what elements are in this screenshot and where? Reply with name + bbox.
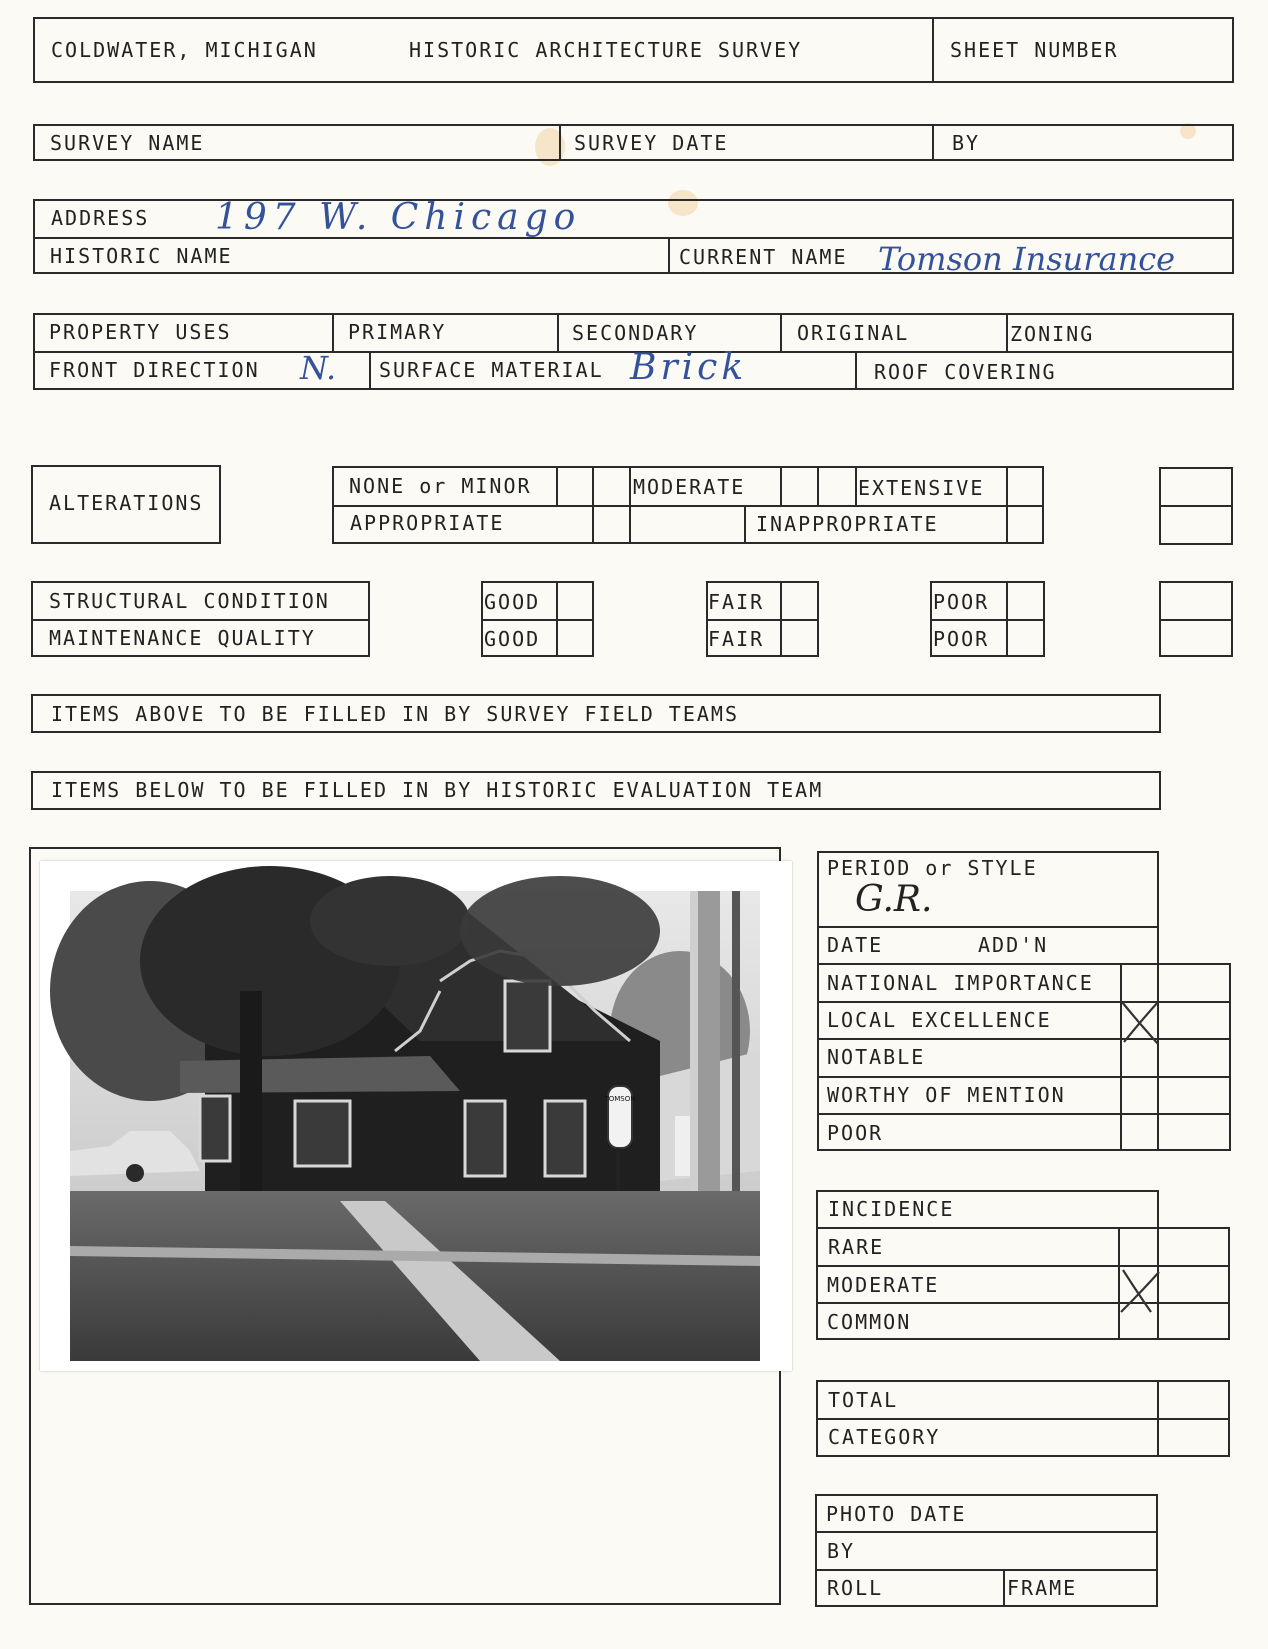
zoning-label: ZONING [1010, 322, 1095, 346]
roof-covering-label: ROOF COVERING [874, 360, 1057, 384]
historic-name-label: HISTORIC NAME [50, 244, 233, 268]
rating-worthy-of-mention: WORTHY OF MENTION [827, 1083, 1066, 1107]
divider [31, 619, 370, 621]
roll-label: ROLL [827, 1576, 884, 1600]
divider [855, 351, 857, 390]
photo-sign-text: TOMSON [604, 1095, 636, 1103]
alteration-none-or-minor: NONE or MINOR [349, 474, 532, 498]
divider [369, 351, 371, 390]
property-uses-label: PROPERTY USES [49, 320, 232, 344]
rating-national-importance: NATIONAL IMPORTANCE [827, 971, 1094, 995]
rating-check-mark [1120, 996, 1162, 1048]
divider [817, 963, 1231, 965]
divider [592, 466, 594, 544]
structural-condition-label: STRUCTURAL CONDITION [49, 589, 330, 613]
divider [744, 505, 746, 544]
rating-local-excellence: LOCAL EXCELLENCE [827, 1008, 1052, 1032]
alterations-label: ALTERATIONS [49, 491, 204, 515]
structural-poor: POOR [933, 590, 990, 614]
category-label: CATEGORY [828, 1425, 941, 1449]
divider [481, 619, 594, 621]
photo-by-label: BY [827, 1539, 856, 1563]
divider [855, 466, 857, 505]
divider [332, 313, 334, 351]
incidence-check-mark [1115, 1266, 1165, 1318]
front-direction-label: FRONT DIRECTION [49, 358, 260, 382]
alteration-extensive: EXTENSIVE [858, 476, 985, 500]
primary-label: PRIMARY [348, 320, 447, 344]
divider [559, 124, 561, 161]
divider [817, 1038, 1231, 1040]
divider [816, 1418, 1230, 1420]
house-photo [40, 861, 792, 1371]
divider [1006, 313, 1008, 351]
divider [817, 1113, 1231, 1115]
divider [817, 466, 819, 505]
maintenance-good: GOOD [484, 627, 541, 651]
current-name-label: CURRENT NAME [679, 245, 848, 269]
divider [1006, 581, 1008, 657]
structural-fair: FAIR [708, 590, 765, 614]
divider [1159, 505, 1233, 507]
rating-check-column [1120, 963, 1231, 1151]
divider [815, 1531, 1158, 1533]
incidence-rare: RARE [828, 1235, 885, 1259]
form-title: HISTORIC ARCHITECTURE SURVEY [409, 38, 803, 62]
divider [1157, 1380, 1159, 1457]
notice-below: ITEMS BELOW TO BE FILLED IN BY HISTORIC EVALUATION TEAM [51, 778, 824, 802]
date-label: DATE [827, 933, 884, 957]
front-direction-value: N. [300, 349, 337, 387]
frame-label: FRAME [1007, 1576, 1078, 1600]
survey-date-label: SURVEY DATE [574, 131, 729, 155]
divider [332, 505, 1044, 507]
divider [816, 1227, 1230, 1229]
address-value: 197 W. Chicago [215, 197, 582, 238]
original-label: ORIGINAL [797, 321, 910, 345]
incidence-common: COMMON [827, 1310, 912, 1334]
maintenance-poor: POOR [933, 627, 990, 651]
divider [556, 466, 558, 505]
surface-material-label: SURFACE MATERIAL [379, 358, 604, 382]
maintenance-fair: FAIR [708, 627, 765, 651]
divider [780, 313, 782, 351]
notice-above: ITEMS ABOVE TO BE FILLED IN BY SURVEY FIELD TEAMS [51, 702, 740, 726]
alteration-moderate: MODERATE [633, 475, 746, 499]
structural-good: GOOD [484, 590, 541, 614]
rating-poor: POOR [827, 1121, 884, 1145]
divider [556, 581, 558, 657]
divider [780, 466, 782, 505]
photo-date-label: PHOTO DATE [826, 1502, 967, 1526]
incidence-moderate: MODERATE [827, 1273, 940, 1297]
divider [1003, 1569, 1005, 1607]
incidence-label: INCIDENCE [828, 1197, 955, 1221]
secondary-label: SECONDARY [572, 321, 699, 345]
divider [629, 466, 631, 544]
total-label: TOTAL [828, 1388, 899, 1412]
divider [780, 581, 782, 657]
period-style-value: G.R. [855, 879, 933, 920]
survey-name-label: SURVEY NAME [50, 131, 205, 155]
divider [932, 124, 934, 161]
alteration-appropriate: APPROPRIATE [350, 511, 505, 535]
by-label: BY [952, 131, 981, 155]
divider [817, 1076, 1231, 1078]
divider [817, 1001, 1231, 1003]
divider [33, 237, 1234, 239]
maintenance-quality-label: MAINTENANCE QUALITY [49, 626, 316, 650]
divider [816, 1265, 1230, 1267]
current-name-value: Tomson Insurance [878, 240, 1176, 278]
sheet-number-label: SHEET NUMBER [950, 38, 1119, 62]
alteration-inappropriate: INAPPROPRIATE [756, 512, 939, 536]
rating-notable: NOTABLE [827, 1045, 926, 1069]
divider [816, 1302, 1230, 1304]
divider [668, 237, 670, 274]
divider [1159, 619, 1233, 621]
period-style-label: PERIOD or STYLE [827, 856, 1038, 880]
divider [932, 17, 934, 83]
house-photo-image [40, 861, 792, 1371]
surface-material-value: Brick [630, 347, 748, 388]
divider [815, 1569, 1158, 1571]
addn-label: ADD'N [978, 933, 1049, 957]
divider [557, 313, 559, 351]
divider [706, 619, 819, 621]
divider [930, 619, 1045, 621]
address-label: ADDRESS [51, 206, 150, 230]
divider [1006, 466, 1008, 544]
city-label: COLDWATER, MICHIGAN [51, 38, 318, 62]
